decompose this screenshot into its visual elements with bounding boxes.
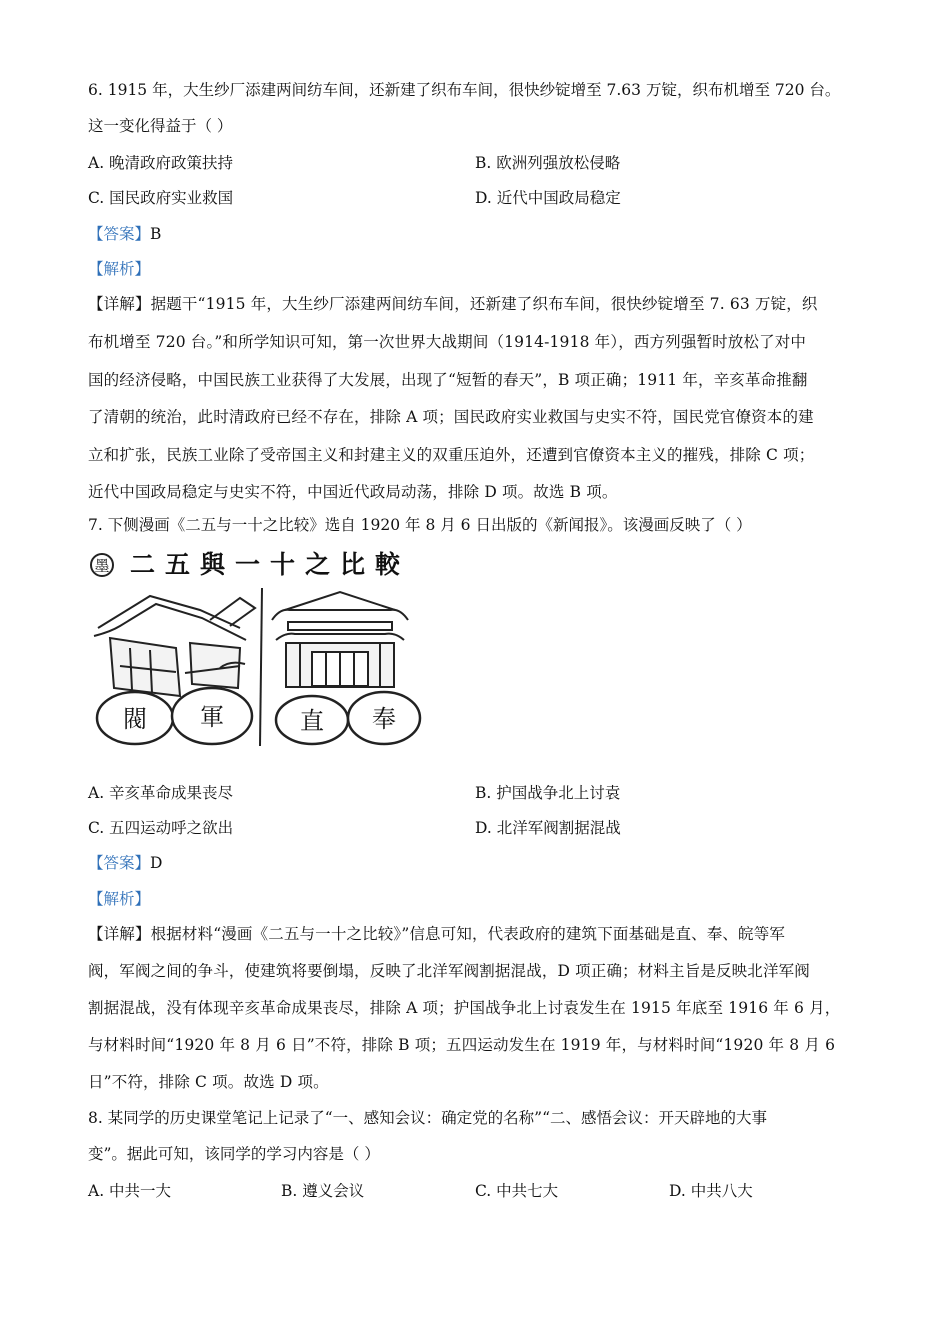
q6-answer [88, 224, 161, 244]
left-bag-2-label: 軍 [200, 703, 224, 731]
cartoon-divider [260, 588, 262, 746]
q7-analysis-tag: 【解析】 [88, 890, 151, 908]
q6-detail-text: 据题干“1915 年，大生纱厂添建两间纺车间，还新建了织布车间，很快纱锭增至 7. 63 万锭，织 [150, 295, 818, 313]
q7-detail-line1 [88, 924, 785, 944]
q7-option-c: C. 五四运动呼之欲出 [88, 819, 234, 837]
right-bag-1-label: 直 [300, 707, 324, 735]
q7-option-b: B. 护国战争北上讨袁 [475, 784, 621, 802]
q7-detail-line3: 割据混战，没有体现辛亥革命成果丧尽，排除 A 项；护国战争北上讨袁发生在 1915 年底至 1916 年 6 月， [88, 999, 841, 1017]
q7-detail-line4: 与材料时间“1920 年 8 月 6 日”不符，排除 B 项；五四运动发生在 1919 年，与材料时间“1920 年 8 月 6 [88, 1036, 836, 1054]
q7-answer [88, 853, 162, 873]
q7-detail-text: 根据材料“漫画《二五与一十之比较》”信息可知，代表政府的建筑下面基础是直、奉、皖等军 [150, 925, 786, 943]
detail-tag: 【详解】 [88, 925, 151, 943]
left-bag-1-label: 閥 [123, 705, 147, 733]
cartoon-seal: 墨 [94, 557, 110, 575]
q7-answer-value: D [150, 854, 163, 872]
cartoon-image [90, 548, 425, 748]
q6-detail-line6: 近代中国政局稳定与史实不符，中国近代政局动荡，排除 D 项。故选 B 项。 [88, 483, 618, 501]
q7-option-a: A. 辛亥革命成果丧尽 [88, 784, 234, 802]
q6-option-c: C. 国民政府实业救国 [88, 189, 234, 207]
q8-stem-line1: 8. 某同学的历史课堂笔记上记录了“一、感知会议：确定党的名称”“二、感悟会议：开天辟地的大事 [88, 1109, 767, 1127]
q6-answer-value: B [150, 225, 162, 243]
q6-stem-line2: 这一变化得益于（ ） [88, 117, 233, 135]
q8-option-d: D. 中共八大 [669, 1182, 753, 1200]
q7-detail-line5: 日”不符，排除 C 项。故选 D 项。 [88, 1073, 329, 1091]
q6-option-d: D. 近代中国政局稳定 [475, 189, 621, 207]
q6-analysis-tag: 【解析】 [88, 260, 151, 278]
q7-stem: 7. 下侧漫画《二五与一十之比较》选自 1920 年 8 月 6 日出版的《新闻报》。该漫画反映了（ ） [88, 516, 752, 534]
left-building [94, 596, 255, 696]
q6-option-b: B. 欧洲列强放松侵略 [475, 154, 621, 172]
q8-option-c: C. 中共七大 [475, 1182, 559, 1200]
detail-tag: 【详解】 [88, 295, 151, 313]
q6-detail-line5: 立和扩张，民族工业除了受帝国主义和封建主义的双重压迫外，还遭到官僚资本主义的摧残，排除 C 项； [88, 446, 815, 464]
q6-detail-line2: 布机增至 720 台。”和所学知识可知，第一次世界大战期间（1914-1918 年），西方列强暂时放松了对中 [88, 333, 807, 351]
right-building [272, 592, 408, 687]
q8-option-a: A. 中共一大 [88, 1182, 172, 1200]
q6-detail-line1 [88, 294, 818, 314]
cartoon-title: 二五與一十之比較 [129, 550, 411, 579]
q8-stem-line2: 变”。据此可知，该同学的学习内容是（ ） [88, 1145, 380, 1163]
right-bag-2-label: 奉 [372, 705, 396, 733]
answer-tag: 【答案】 [88, 854, 151, 872]
q6-stem-line1: 6. 1915 年，大生纱厂添建两间纺车间，还新建了织布车间，很快纱锭增至 7.63 万锭，织布机增至 720 台。 [88, 81, 841, 99]
q7-option-d: D. 北洋军阀割据混战 [475, 819, 621, 837]
q6-detail-line3: 国的经济侵略，中国民族工业获得了大发展，出现了“短暂的春天”，B 项正确；1911 年，辛亥革命推翻 [88, 371, 808, 389]
q7-detail-line2: 阀，军阀之间的争斗，使建筑将要倒塌，反映了北洋军阀割据混战，D 项正确；材料主旨是反映北洋军阀 [88, 962, 810, 980]
q8-option-b: B. 遵义会议 [281, 1182, 365, 1200]
q6-detail-line4: 了清朝的统治，此时清政府已经不存在，排除 A 项；国民政府实业救国与史实不符，国民党官僚资本的建 [88, 408, 814, 426]
answer-tag: 【答案】 [88, 225, 151, 243]
q6-option-a: A. 晚清政府政策扶持 [88, 154, 234, 172]
